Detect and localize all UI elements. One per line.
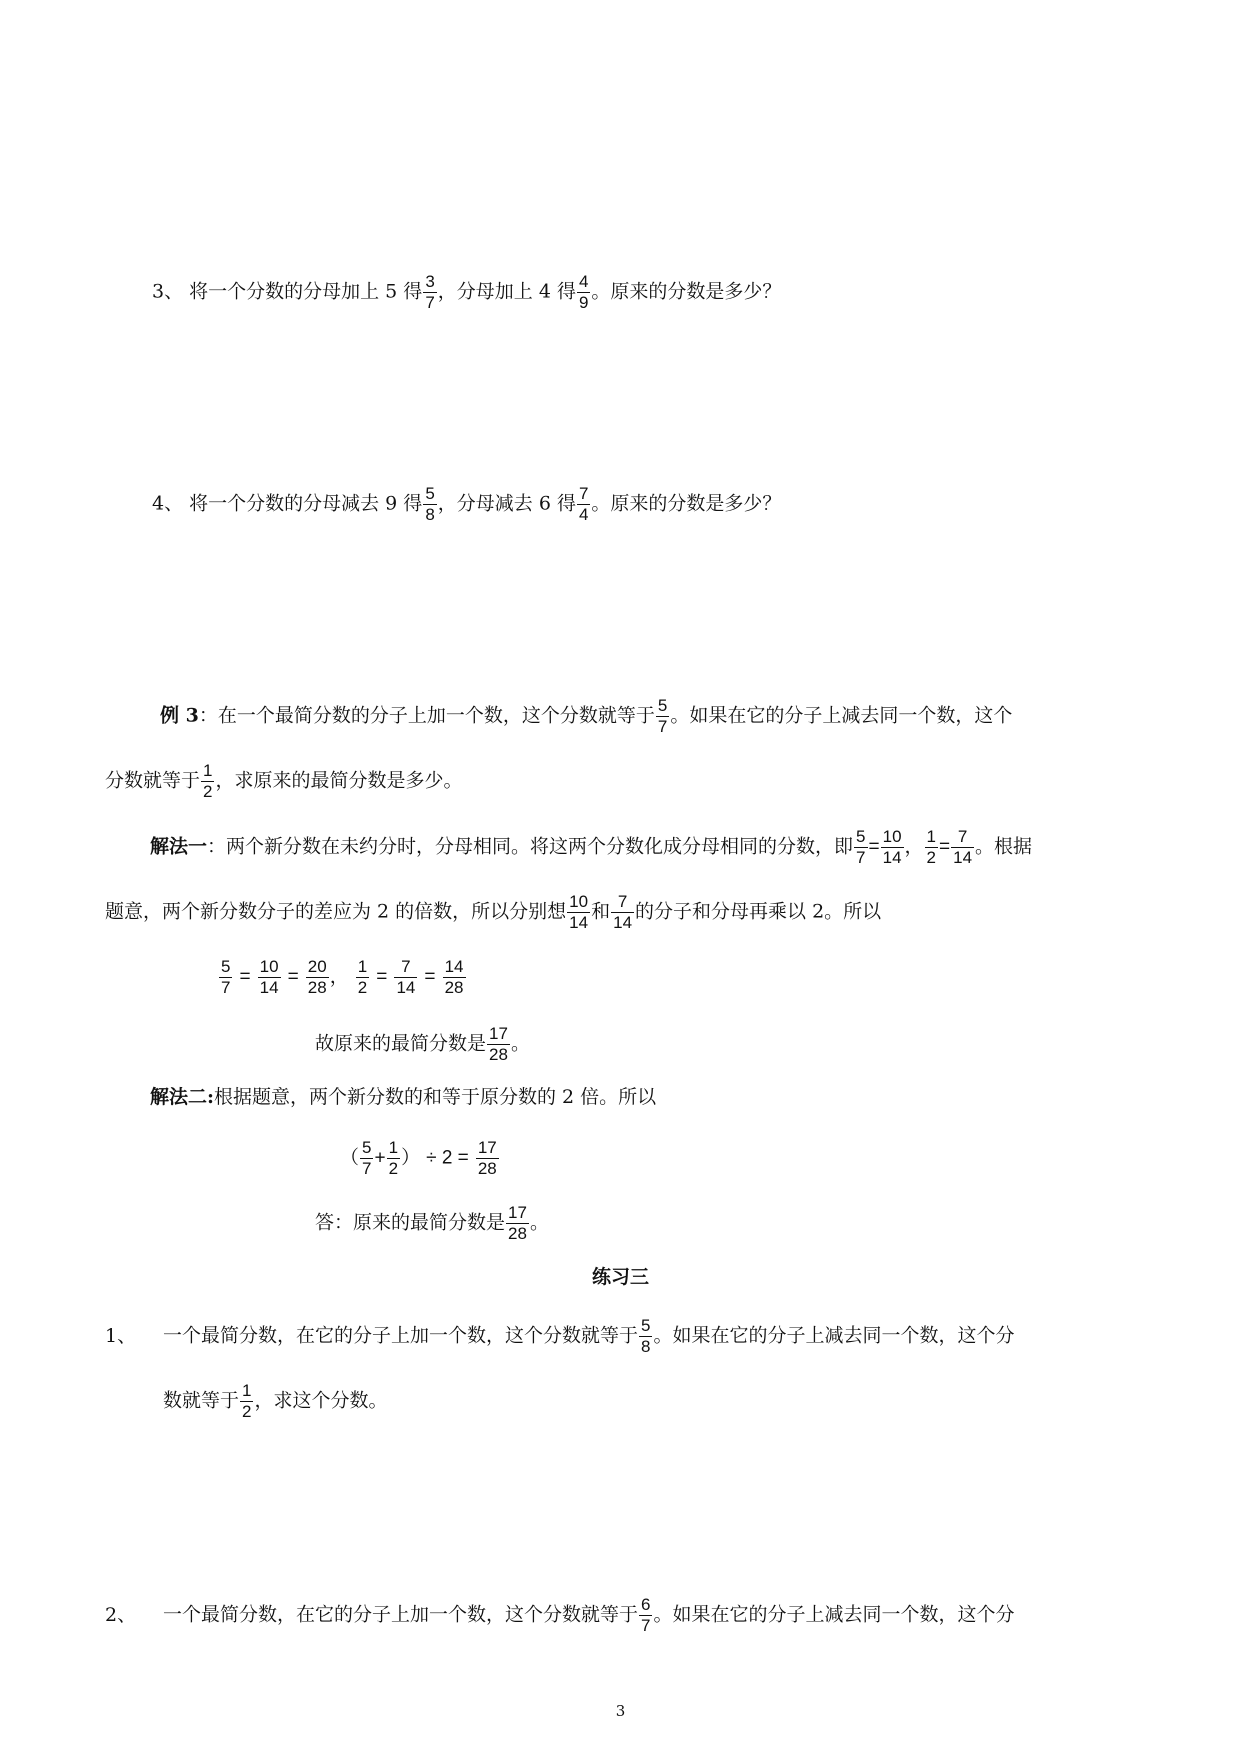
fraction: $\frac{10}{14}$	[259, 957, 279, 997]
fraction: $\frac{1}{2}$	[388, 1138, 399, 1178]
method-text: ：两个新分数在未约分时，分母相同。将这两个分数化成分母相同的分数，即	[207, 835, 854, 858]
practice-item-1	[105, 1316, 1015, 1357]
fraction: $\frac{7}{4}$	[578, 484, 589, 524]
equals-sign: =	[939, 836, 951, 858]
method-label: 解法二:	[150, 1086, 215, 1108]
method-2-calculation	[340, 1138, 500, 1179]
item-text: ，求这个分数。	[254, 1389, 388, 1412]
method-text: 和	[591, 900, 611, 923]
item-text: 数就等于	[163, 1389, 240, 1412]
fraction: $\frac{17}{28}$	[489, 1024, 508, 1064]
fraction: $\frac{17}{28}$	[477, 1138, 497, 1178]
item-number: 2、	[105, 1603, 137, 1626]
method-label: 解法一	[150, 835, 208, 858]
method-1-result	[315, 1024, 530, 1065]
fraction: $\frac{5}{7}$	[221, 957, 231, 997]
example-3-line-2	[105, 761, 463, 802]
practice-heading: 练习三	[591, 1266, 649, 1288]
problem-text: 。原来的分数是多少？	[591, 280, 782, 303]
practice-item-1-line-2	[163, 1381, 388, 1422]
practice-item-2	[105, 1595, 1015, 1636]
method-text: 的分子和分母再乘以 2。所以	[635, 900, 882, 923]
method-1-line-1	[150, 827, 1032, 868]
method-2-answer	[315, 1203, 549, 1244]
problem-text: 将一个分数的分母加上 5 得	[189, 280, 423, 303]
page-number: 3	[615, 1702, 626, 1720]
example-label: 例 3	[160, 704, 199, 727]
example-text: 。如果在它的分子上减去同一个数，这个	[670, 704, 1013, 727]
fraction: $\frac{7}{14}$	[953, 827, 973, 867]
fraction: $\frac{5}{7}$	[657, 696, 668, 736]
method-text: 题意，两个新分数分子的差应为 2 的倍数，所以分别想	[105, 900, 567, 923]
problem-4	[152, 484, 781, 525]
period: 。	[529, 1211, 549, 1234]
equals-sign: =	[376, 966, 388, 988]
equals-sign: =	[287, 966, 299, 988]
equals-sign: =	[239, 966, 251, 988]
answer-text: 答：原来的最简分数是	[315, 1211, 506, 1234]
fraction: $\frac{17}{28}$	[508, 1203, 527, 1243]
fraction: $\frac{4}{9}$	[578, 272, 589, 312]
problem-text: ，分母减去 6 得	[437, 492, 576, 515]
fraction: $\frac{5}{8}$	[425, 484, 435, 524]
method-2-line-1	[150, 1082, 656, 1112]
colon: ：	[198, 704, 218, 727]
method-1-line-2	[105, 892, 881, 933]
problem-number: 4、	[152, 492, 184, 515]
separator: ，	[329, 965, 349, 988]
fraction: $\frac{1}{2}$	[203, 761, 213, 801]
fraction: $\frac{7}{14}$	[613, 892, 633, 932]
equals-sign: =	[868, 836, 880, 858]
problem-number: 3、	[152, 280, 184, 303]
fraction: $\frac{3}{7}$	[425, 272, 435, 312]
fraction: $\frac{20}{28}$	[307, 957, 327, 997]
example-3-line-1	[160, 696, 1012, 737]
item-text: 一个最简分数，在它的分子上加一个数，这个分数就等于	[163, 1603, 639, 1626]
fraction: $\frac{1}{2}$	[357, 957, 368, 997]
example-text: 在一个最简分数的分子上加一个数，这个分数就等于	[217, 704, 655, 727]
fraction: $\frac{5}{8}$	[641, 1316, 651, 1356]
method-1-calculation	[218, 957, 467, 998]
problem-text: ，分母加上 4 得	[437, 280, 576, 303]
result-text: 故原来的最简分数是	[315, 1032, 487, 1055]
item-text: 一个最简分数，在它的分子上加一个数，这个分数就等于	[163, 1324, 639, 1347]
item-text: 。如果在它的分子上减去同一个数，这个分	[653, 1324, 1015, 1347]
problem-3	[152, 272, 781, 313]
paren: （	[340, 1146, 360, 1169]
problem-text: 将一个分数的分母减去 9 得	[189, 492, 423, 515]
fraction: $\frac{7}{14}$	[396, 957, 416, 997]
fraction: $\frac{14}{28}$	[444, 957, 464, 997]
divide-expression: ÷ 2 =	[426, 1147, 469, 1169]
equals-sign: =	[424, 966, 436, 988]
fraction: $\frac{10}{14}$	[569, 892, 589, 932]
problem-text: 。原来的分数是多少？	[591, 492, 782, 515]
example-text: ，求原来的最简分数是多少。	[215, 769, 463, 792]
item-number: 1、	[105, 1324, 137, 1347]
fraction: $\frac{10}{14}$	[882, 827, 902, 867]
item-text: 。如果在它的分子上减去同一个数，这个分	[653, 1603, 1015, 1626]
paren: ）	[401, 1146, 421, 1169]
fraction: $\frac{1}{2}$	[926, 827, 937, 867]
fraction: $\frac{5}{7}$	[856, 827, 866, 867]
fraction: $\frac{6}{7}$	[641, 1595, 651, 1635]
period: 。	[510, 1032, 530, 1055]
fraction: $\frac{1}{2}$	[242, 1381, 252, 1421]
example-text: 分数就等于	[105, 769, 201, 792]
plus-sign: +	[374, 1147, 386, 1169]
method-text: 。根据	[975, 835, 1033, 858]
separator: ，	[904, 835, 924, 858]
method-text: 根据题意，两个新分数的和等于原分数的 2 倍。所以	[214, 1086, 657, 1108]
fraction: $\frac{5}{7}$	[362, 1138, 372, 1178]
